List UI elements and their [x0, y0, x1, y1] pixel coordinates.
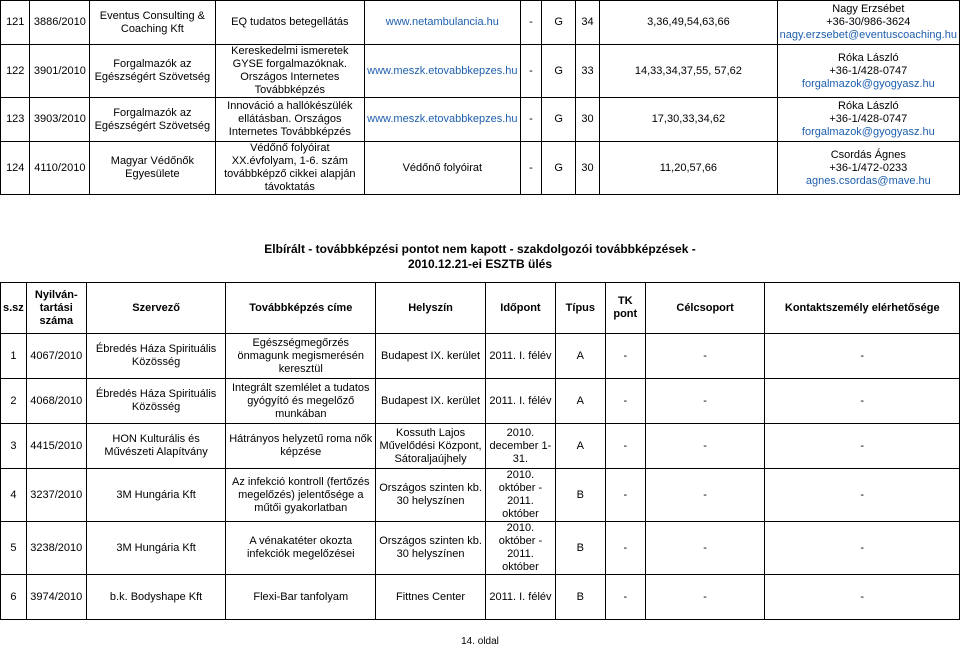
row-number: 124: [1, 142, 30, 195]
dash-cell: -: [520, 98, 542, 142]
points: 30: [575, 98, 599, 142]
table-row: [1, 575, 960, 620]
training-type: A: [555, 424, 605, 469]
row-number: 2: [1, 379, 27, 424]
registration-number: 3238/2010: [26, 522, 86, 575]
organizer: Ébredés Háza Spirituális Közösség: [86, 379, 226, 424]
venue: Védőnő folyóirat: [365, 142, 520, 195]
contact-email[interactable]: nagy.erzsebet@eventuscoaching.hu: [779, 29, 957, 41]
training-title: Egészségmegőrzés önmagunk megismerésén keresztül: [226, 334, 376, 379]
training-type: G: [542, 1, 575, 45]
contact-name: Róka László: [838, 51, 899, 64]
organizer: b.k. Bodyshape Kft: [86, 575, 226, 620]
contact: -: [765, 334, 960, 379]
points: -: [605, 334, 645, 379]
venue: Országos szinten kb. 30 helyszínen: [376, 469, 486, 522]
points: -: [605, 379, 645, 424]
contact: -: [765, 469, 960, 522]
training-title: EQ tudatos betegellátás: [215, 1, 365, 45]
contact: [777, 45, 959, 98]
contact-phone: +36-1/428-0747: [829, 64, 908, 77]
points: -: [605, 424, 645, 469]
points: 34: [575, 1, 599, 45]
heading-line-2: 2010.12.21-ei ESZTB ülés: [407, 257, 553, 271]
points: 30: [575, 142, 599, 195]
registration-number: 3903/2010: [30, 98, 90, 142]
organizer: Forgalmazók az Egészségért Szövetség: [90, 98, 215, 142]
organizer: HON Kulturális és Művészeti Alapítvány: [86, 424, 226, 469]
points: -: [605, 575, 645, 620]
organizer: Forgalmazók az Egészségért Szövetség: [90, 45, 215, 98]
contact: -: [765, 522, 960, 575]
target-group: 11,20,57,66: [600, 142, 777, 195]
organizer: Eventus Consulting & Coaching Kft: [90, 1, 215, 45]
date: 2011. I. félév: [485, 379, 555, 424]
target-group: -: [645, 575, 765, 620]
contact: [777, 1, 959, 45]
column-header: Nyilván-tartási száma: [26, 283, 86, 334]
training-type: B: [555, 469, 605, 522]
contact-phone: +36-1/428-0747: [829, 113, 908, 125]
registration-number: 4110/2010: [30, 142, 90, 195]
column-header: Típus: [555, 283, 605, 334]
contact: -: [765, 379, 960, 424]
points: -: [605, 469, 645, 522]
points: 33: [575, 45, 599, 98]
training-title: Integrált szemlélet a tudatos gyógyító és megelőző munkában: [226, 379, 376, 424]
column-header: Szervező: [86, 283, 226, 334]
row-number: 3: [1, 424, 27, 469]
registration-number: 4068/2010: [26, 379, 86, 424]
contact: -: [765, 424, 960, 469]
row-number: 6: [1, 575, 27, 620]
target-group: -: [645, 334, 765, 379]
header-row: [1, 283, 960, 334]
table-row: [1, 469, 960, 522]
column-header: Kontaktszemély elérhetősége: [765, 283, 960, 334]
training-title: Innováció a hallókészülék ellátásban. Országos Internetes Továbbképzés: [215, 98, 365, 142]
website-link[interactable]: www.meszk.etovabbkepzes.hu: [365, 45, 520, 98]
date: 2011. I. félév: [485, 334, 555, 379]
row-number: 123: [1, 98, 30, 142]
venue: Kossuth Lajos Művelődési Központ, Sátoraljaújhely: [376, 424, 486, 469]
contact-email[interactable]: forgalmazok@gyogyasz.hu: [801, 77, 935, 90]
date: 2010. december 1-31.: [485, 424, 555, 469]
organizer: Ébredés Háza Spirituális Közösség: [86, 334, 226, 379]
contact-name: Nagy Erzsébet: [832, 3, 905, 15]
training-title: Védőnő folyóirat XX.évfolyam, 1-6. szám továbbképző cikkei alapján távoktatás: [215, 142, 365, 195]
contact: [777, 142, 959, 195]
contact: [777, 98, 959, 142]
venue: Budapest IX. kerület: [376, 334, 486, 379]
training-type: A: [555, 334, 605, 379]
contact-name: Róka László: [838, 100, 899, 112]
column-header: Helyszín: [376, 283, 486, 334]
training-type: G: [542, 98, 575, 142]
target-group: -: [645, 379, 765, 424]
row-number: 5: [1, 522, 27, 575]
accepted-trainings-table: [0, 0, 960, 195]
training-type: G: [542, 142, 575, 195]
column-header: Célcsoport: [645, 283, 765, 334]
training-title: Az infekció kontroll (fertőzés megelőzés) jelentősége a műtői gyakorlatban: [226, 469, 376, 522]
row-number: 121: [1, 1, 30, 45]
contact: -: [765, 575, 960, 620]
column-header: Továbbképzés címe: [226, 283, 376, 334]
date: 2011. I. félév: [485, 575, 555, 620]
date: 2010. október - 2011. október: [485, 522, 555, 575]
venue: Országos szinten kb. 30 helyszínen: [376, 522, 486, 575]
contact-phone: +36-30/986-3624: [826, 16, 911, 28]
training-title: Flexi-Bar tanfolyam: [226, 575, 376, 620]
registration-number: 3237/2010: [26, 469, 86, 522]
contact-name: Csordás Ágnes: [830, 148, 906, 161]
table-row: [1, 1, 960, 45]
row-number: 122: [1, 45, 30, 98]
target-group: -: [645, 424, 765, 469]
table-row: [1, 379, 960, 424]
contact-email[interactable]: agnes.csordas@mave.hu: [805, 174, 931, 187]
table-row: [1, 45, 960, 98]
website-link[interactable]: www.meszk.etovabbkepzes.hu: [365, 98, 520, 142]
table-row: [1, 522, 960, 575]
organizer: 3M Hungária Kft: [86, 469, 226, 522]
training-type: B: [555, 575, 605, 620]
table-row: [1, 142, 960, 195]
date: 2010. október - 2011. október: [485, 469, 555, 522]
row-number: 1: [1, 334, 27, 379]
training-type: B: [555, 522, 605, 575]
registration-number: 3886/2010: [30, 1, 90, 45]
contact-email[interactable]: forgalmazok@gyogyasz.hu: [801, 126, 935, 138]
organizer: Magyar Védőnők Egyesülete: [90, 142, 215, 195]
registration-number: 4067/2010: [26, 334, 86, 379]
registration-number: 4415/2010: [26, 424, 86, 469]
training-title: Kereskedelmi ismeretek GYSE forgalmazóknak. Országos Internetes Továbbképzés: [215, 45, 365, 98]
registration-number: 3974/2010: [26, 575, 86, 620]
contact-phone: +36-1/472-0233: [829, 161, 908, 174]
table-row: [1, 98, 960, 142]
column-header: TK pont: [605, 283, 645, 334]
section-heading: [0, 242, 960, 272]
target-group: 17,30,33,34,62: [600, 98, 777, 142]
target-group: 3,36,49,54,63,66: [600, 1, 777, 45]
column-header: s.sz: [1, 283, 27, 334]
target-group: -: [645, 469, 765, 522]
row-number: 4: [1, 469, 27, 522]
website-link[interactable]: www.netambulancia.hu: [365, 1, 520, 45]
training-title: Hátrányos helyzetű roma nők képzése: [226, 424, 376, 469]
table-row: [1, 334, 960, 379]
venue: Budapest IX. kerület: [376, 379, 486, 424]
training-type: G: [542, 45, 575, 98]
page-number: 14. oldal: [461, 636, 499, 647]
points: -: [605, 522, 645, 575]
heading-line-1: Elbírált - továbbképzési pontot nem kapott - szakdolgozói továbbképzések -: [264, 242, 696, 256]
venue: Fittnes Center: [376, 575, 486, 620]
registration-number: 3901/2010: [30, 45, 90, 98]
rejected-trainings-table: [0, 282, 960, 620]
dash-cell: -: [520, 45, 542, 98]
dash-cell: -: [520, 1, 542, 45]
table-row: [1, 424, 960, 469]
target-group: -: [645, 522, 765, 575]
training-title: A vénakatéter okozta infekciók megelőzései: [226, 522, 376, 575]
organizer: 3M Hungária Kft: [86, 522, 226, 575]
training-type: A: [555, 379, 605, 424]
target-group: 14,33,34,37,55, 57,62: [600, 45, 777, 98]
dash-cell: -: [520, 142, 542, 195]
column-header: Időpont: [485, 283, 555, 334]
